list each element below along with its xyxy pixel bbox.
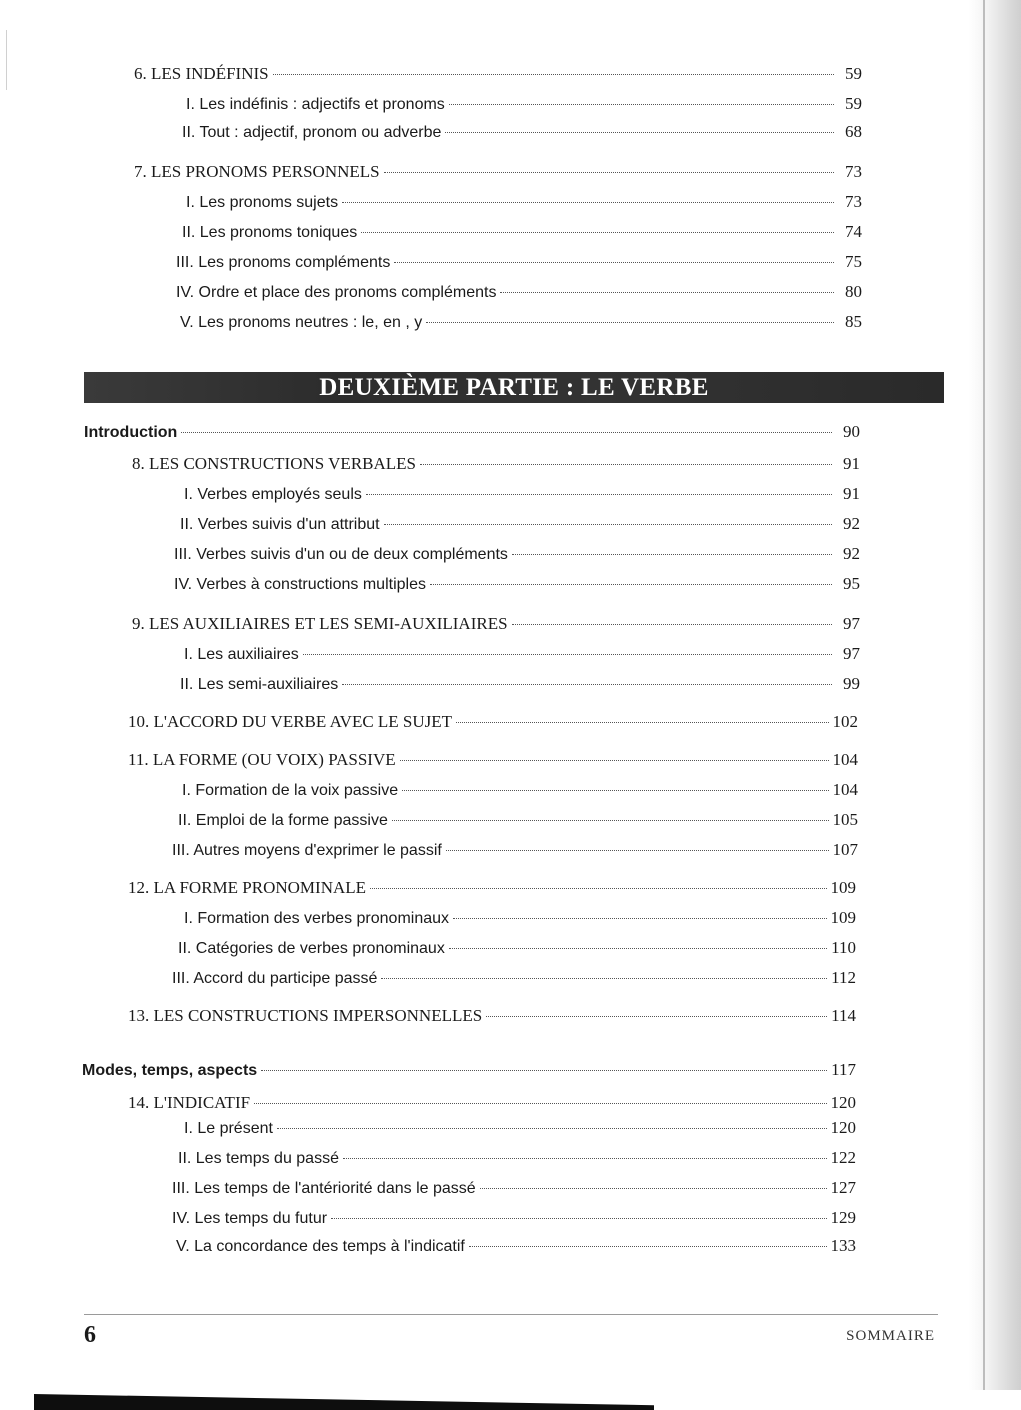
toc-page: 97	[843, 614, 860, 633]
dot-leader	[370, 888, 826, 889]
toc-page: 99	[843, 674, 860, 693]
dot-leader	[181, 432, 832, 433]
toc-section[interactable]	[172, 1208, 856, 1232]
toc-label: I. Les pronoms sujets	[186, 194, 339, 211]
toc-chapter-6[interactable]	[134, 64, 862, 88]
dot-leader	[449, 104, 834, 105]
dot-leader	[430, 584, 832, 585]
toc-page: 59	[845, 94, 862, 113]
dot-leader	[381, 978, 827, 979]
toc-page: 104	[832, 750, 858, 769]
dot-leader	[384, 172, 834, 173]
toc-page: 110	[831, 938, 856, 957]
toc-label: II. Catégories de verbes pronominaux	[178, 940, 445, 957]
toc-chapter-12[interactable]	[128, 878, 856, 902]
toc-label: 6. LES INDÉFINIS	[134, 64, 269, 83]
toc-label: 7. LES PRONOMS PERSONNELS	[134, 162, 380, 181]
toc-label: III. Les pronoms compléments	[176, 254, 391, 271]
toc-page: 92	[843, 514, 860, 533]
toc-page: 109	[830, 878, 856, 897]
toc-label: III. Les temps de l'antériorité dans le passé	[172, 1180, 476, 1197]
toc-section[interactable]	[176, 1236, 856, 1260]
toc-page: 85	[845, 312, 862, 331]
dot-leader	[456, 722, 828, 723]
dot-leader	[254, 1103, 826, 1104]
part-title-banner	[84, 372, 944, 403]
toc-label: IV. Les temps du futur	[172, 1210, 328, 1227]
page-number: 6	[84, 1322, 96, 1348]
toc-page: 127	[830, 1178, 856, 1197]
toc-section[interactable]	[184, 908, 856, 932]
dot-leader	[384, 524, 832, 525]
dot-leader	[331, 1218, 826, 1219]
dot-leader	[420, 464, 832, 465]
dot-leader	[500, 292, 834, 293]
toc-section[interactable]	[178, 938, 856, 962]
toc-label: I. Les auxiliaires	[184, 646, 299, 663]
toc-section[interactable]	[172, 1178, 856, 1202]
toc-section[interactable]	[182, 122, 862, 146]
toc-label: Introduction	[84, 424, 178, 441]
toc-section[interactable]	[172, 968, 856, 992]
toc-page: 112	[831, 968, 856, 987]
toc-page: 92	[843, 544, 860, 563]
toc-page: 97	[843, 644, 860, 663]
toc-section[interactable]	[182, 780, 858, 804]
scan-bottom-bar	[34, 1394, 654, 1410]
toc-label: V. La concordance des temps à l'indicatif	[176, 1238, 465, 1255]
dot-leader	[453, 918, 826, 919]
dot-leader	[486, 1016, 827, 1017]
dot-leader	[366, 494, 832, 495]
toc-page: 73	[845, 192, 862, 211]
toc-section[interactable]	[184, 644, 860, 668]
toc-section[interactable]	[180, 312, 862, 336]
page-gutter-shadow	[969, 0, 1021, 1390]
toc-page: 114	[831, 1006, 856, 1025]
toc-label: II. Les semi-auxiliaires	[180, 676, 339, 693]
toc-section[interactable]	[176, 282, 862, 306]
toc-section[interactable]	[184, 484, 860, 508]
toc-label: IV. Verbes à constructions multiples	[174, 576, 426, 593]
toc-label: III. Accord du participe passé	[172, 970, 378, 987]
toc-section[interactable]	[186, 94, 862, 118]
toc-page: 133	[830, 1236, 856, 1255]
toc-section[interactable]	[180, 674, 860, 698]
toc-label: II. Verbes suivis d'un attribut	[180, 516, 380, 533]
toc-page: 73	[845, 162, 862, 181]
toc-chapter-13[interactable]	[128, 1006, 856, 1030]
toc-page: 120	[830, 1118, 856, 1137]
toc-page: 90	[843, 422, 860, 441]
dot-leader	[277, 1128, 827, 1129]
running-head: SOMMAIRE	[846, 1328, 935, 1344]
dot-leader	[342, 202, 834, 203]
toc-page: 117	[831, 1060, 856, 1079]
footer-rule	[84, 1314, 938, 1315]
dot-leader	[480, 1188, 827, 1189]
toc-section[interactable]	[178, 1148, 856, 1172]
toc-page: 91	[843, 454, 860, 473]
toc-section[interactable]	[184, 1118, 856, 1142]
toc-section[interactable]	[180, 514, 860, 538]
dot-leader	[512, 624, 832, 625]
toc-label: I. Le présent	[184, 1120, 273, 1137]
toc-label: II. Tout : adjectif, pronom ou adverbe	[182, 124, 442, 141]
toc-section[interactable]	[186, 192, 862, 216]
dot-leader	[469, 1246, 827, 1247]
dot-leader	[343, 1158, 827, 1159]
toc-label: III. Autres moyens d'exprimer le passif	[172, 842, 442, 859]
toc-label: 8. LES CONSTRUCTIONS VERBALES	[132, 454, 416, 473]
toc-page: 102	[832, 712, 858, 731]
toc-section[interactable]	[178, 810, 858, 834]
dot-leader	[261, 1070, 827, 1071]
toc-chapter-14[interactable]	[128, 1093, 856, 1117]
scan-edge-mark	[6, 30, 7, 90]
toc-page: 120	[830, 1093, 856, 1112]
toc-introduction[interactable]	[84, 422, 860, 446]
toc-section[interactable]	[182, 222, 862, 246]
dot-leader	[392, 820, 829, 821]
dot-leader	[512, 554, 832, 555]
toc-section[interactable]	[174, 574, 860, 598]
dot-leader	[400, 760, 829, 761]
dot-leader	[402, 790, 828, 791]
toc-label: V. Les pronoms neutres : le, en , y	[180, 314, 423, 331]
toc-page: 74	[845, 222, 862, 241]
toc-chapter-11[interactable]	[128, 750, 858, 774]
toc-page: 91	[843, 484, 860, 503]
toc-label: 9. LES AUXILIAIRES ET LES SEMI-AUXILIAIRES	[132, 614, 508, 633]
toc-label: II. Les pronoms toniques	[182, 224, 358, 241]
toc-chapter-10[interactable]	[128, 712, 858, 736]
dot-leader	[342, 684, 832, 685]
toc-page: 68	[845, 122, 862, 141]
toc-label: 10. L'ACCORD DU VERBE AVEC LE SUJET	[128, 712, 453, 731]
dot-leader	[426, 322, 834, 323]
toc-page: 95	[843, 574, 860, 593]
toc-label: II. Emploi de la forme passive	[178, 812, 388, 829]
toc-label: I. Formation de la voix passive	[182, 782, 399, 799]
dot-leader	[361, 232, 834, 233]
toc-chapter-9[interactable]	[132, 614, 860, 638]
toc-label: Modes, temps, aspects	[82, 1062, 258, 1079]
toc-page: 129	[830, 1208, 856, 1227]
toc-modes-temps-aspects[interactable]	[82, 1060, 856, 1084]
toc-section[interactable]	[174, 544, 860, 568]
toc-page: 104	[832, 780, 858, 799]
toc-section[interactable]	[172, 840, 858, 864]
toc-label: I. Verbes employés seuls	[184, 486, 362, 503]
toc-label: IV. Ordre et place des pronoms compléments	[176, 284, 497, 301]
toc-label: 13. LES CONSTRUCTIONS IMPERSONNELLES	[128, 1006, 483, 1025]
toc-chapter-8[interactable]	[132, 454, 860, 478]
toc-page: 80	[845, 282, 862, 301]
toc-label: I. Les indéfinis : adjectifs et pronoms	[186, 96, 445, 113]
toc-page: 59	[845, 64, 862, 83]
toc-page: 109	[830, 908, 856, 927]
toc-page: 122	[830, 1148, 856, 1167]
toc-page: 105	[832, 810, 858, 829]
dot-leader	[449, 948, 827, 949]
dot-leader	[446, 850, 829, 851]
dot-leader	[303, 654, 832, 655]
dot-leader	[394, 262, 834, 263]
toc-section[interactable]	[176, 252, 862, 276]
dot-leader	[273, 74, 834, 75]
toc-page: 107	[832, 840, 858, 859]
toc-label: III. Verbes suivis d'un ou de deux compléments	[174, 546, 508, 563]
toc-page: 75	[845, 252, 862, 271]
toc-label: I. Formation des verbes pronominaux	[184, 910, 450, 927]
toc-label: II. Les temps du passé	[178, 1150, 339, 1167]
toc-label: 12. LA FORME PRONOMINALE	[128, 878, 367, 897]
part-title: DEUXIÈME PARTIE : LE VERBE	[319, 373, 709, 401]
dot-leader	[445, 132, 834, 133]
toc-chapter-7[interactable]	[134, 162, 862, 186]
toc-label: 11. LA FORME (OU VOIX) PASSIVE	[128, 750, 396, 769]
toc-label: 14. L'INDICATIF	[128, 1093, 251, 1112]
